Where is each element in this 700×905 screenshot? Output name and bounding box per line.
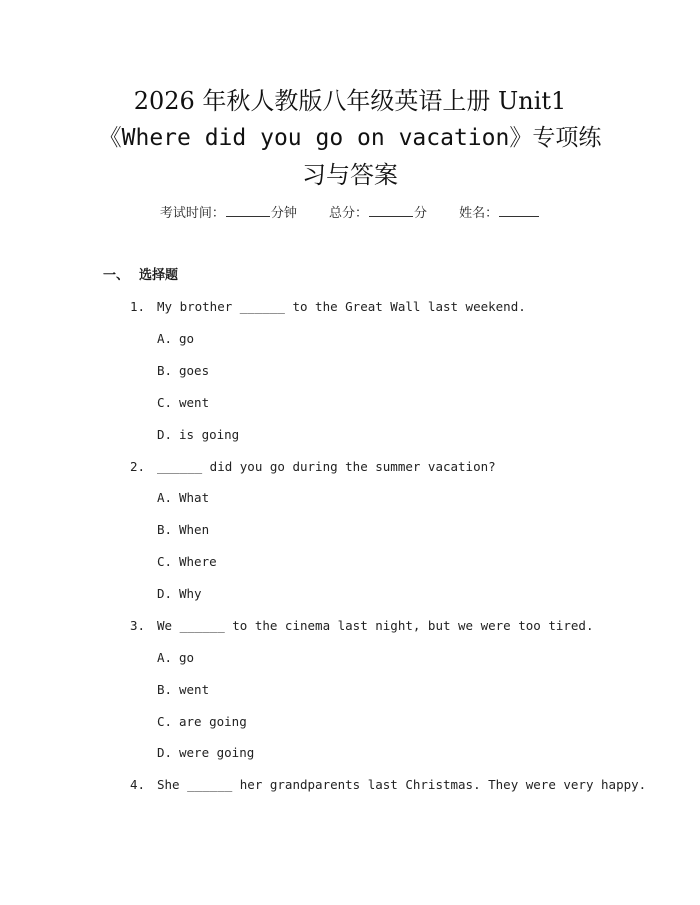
question-3-option-b xyxy=(157,680,209,700)
option-text: went xyxy=(179,682,210,697)
option-text: were going xyxy=(179,745,255,760)
option-text: go xyxy=(179,650,195,665)
option-text: What xyxy=(179,490,210,505)
option-text: When xyxy=(179,522,210,537)
question-1-option-c xyxy=(157,393,209,413)
option-letter: B. xyxy=(157,363,173,378)
question-number: 4. xyxy=(130,777,146,792)
question-2-option-c xyxy=(157,552,217,572)
question-3-option-c xyxy=(157,712,247,732)
question-4 xyxy=(130,775,646,795)
question-text: She ______ her grandparents last Christmas. They were very happy. xyxy=(157,777,647,792)
question-3 xyxy=(130,616,594,636)
question-3-option-d xyxy=(157,743,254,763)
total-score-label: 总分： xyxy=(328,206,368,221)
option-letter: A. xyxy=(157,331,173,346)
option-text: go xyxy=(179,331,195,346)
question-1-option-b xyxy=(157,361,209,381)
total-score-unit: 分 xyxy=(414,206,428,221)
exam-time-unit: 分钟 xyxy=(270,206,297,221)
section-number: 一、 xyxy=(103,268,130,283)
question-2-option-d xyxy=(157,584,202,604)
option-text: is going xyxy=(179,427,240,442)
question-number: 3. xyxy=(130,618,146,633)
option-letter: C. xyxy=(157,395,173,410)
question-1 xyxy=(130,297,526,317)
document-title-line-3: 习与答案 xyxy=(302,161,398,189)
option-letter: A. xyxy=(157,650,173,665)
question-number: 2. xyxy=(130,459,146,474)
option-letter: D. xyxy=(157,745,173,760)
question-text: My brother ______ to the Great Wall last weekend. xyxy=(157,299,526,314)
option-letter: B. xyxy=(157,682,173,697)
option-text: Why xyxy=(179,586,202,601)
total-score-blank xyxy=(369,204,413,217)
student-name-field xyxy=(459,204,540,224)
option-letter: A. xyxy=(157,490,173,505)
question-number: 1. xyxy=(130,299,146,314)
question-3-option-a xyxy=(157,648,194,668)
exam-time-field xyxy=(160,204,297,224)
option-text: Where xyxy=(179,554,217,569)
option-text: are going xyxy=(179,714,247,729)
section-title: 选择题 xyxy=(139,268,179,283)
option-letter: D. xyxy=(157,586,173,601)
question-1-option-a xyxy=(157,329,194,349)
question-2-option-a xyxy=(157,488,209,508)
option-text: goes xyxy=(179,363,210,378)
option-letter: C. xyxy=(157,554,173,569)
question-2 xyxy=(130,457,496,477)
option-text: went xyxy=(179,395,210,410)
document-title-line-1: 2026 年秋人教版八年级英语上册 Unit1 xyxy=(133,87,567,115)
option-letter: B. xyxy=(157,522,173,537)
option-letter: D. xyxy=(157,427,173,442)
total-score-field xyxy=(329,204,427,224)
student-name-blank xyxy=(499,204,539,217)
document-title-line-2: 《Where did you go on vacation》专项练 xyxy=(98,125,602,151)
exam-info xyxy=(0,204,700,224)
question-text: ______ did you go during the summer vacation? xyxy=(157,459,496,474)
question-2-option-b xyxy=(157,520,209,540)
exam-time-label: 考试时间： xyxy=(159,206,225,221)
question-1-option-d xyxy=(157,425,239,445)
section-heading xyxy=(103,266,178,286)
exam-time-blank xyxy=(226,204,270,217)
student-name-label: 姓名： xyxy=(459,206,499,221)
option-letter: C. xyxy=(157,714,173,729)
question-text: We ______ to the cinema last night, but we were too tired. xyxy=(157,618,594,633)
